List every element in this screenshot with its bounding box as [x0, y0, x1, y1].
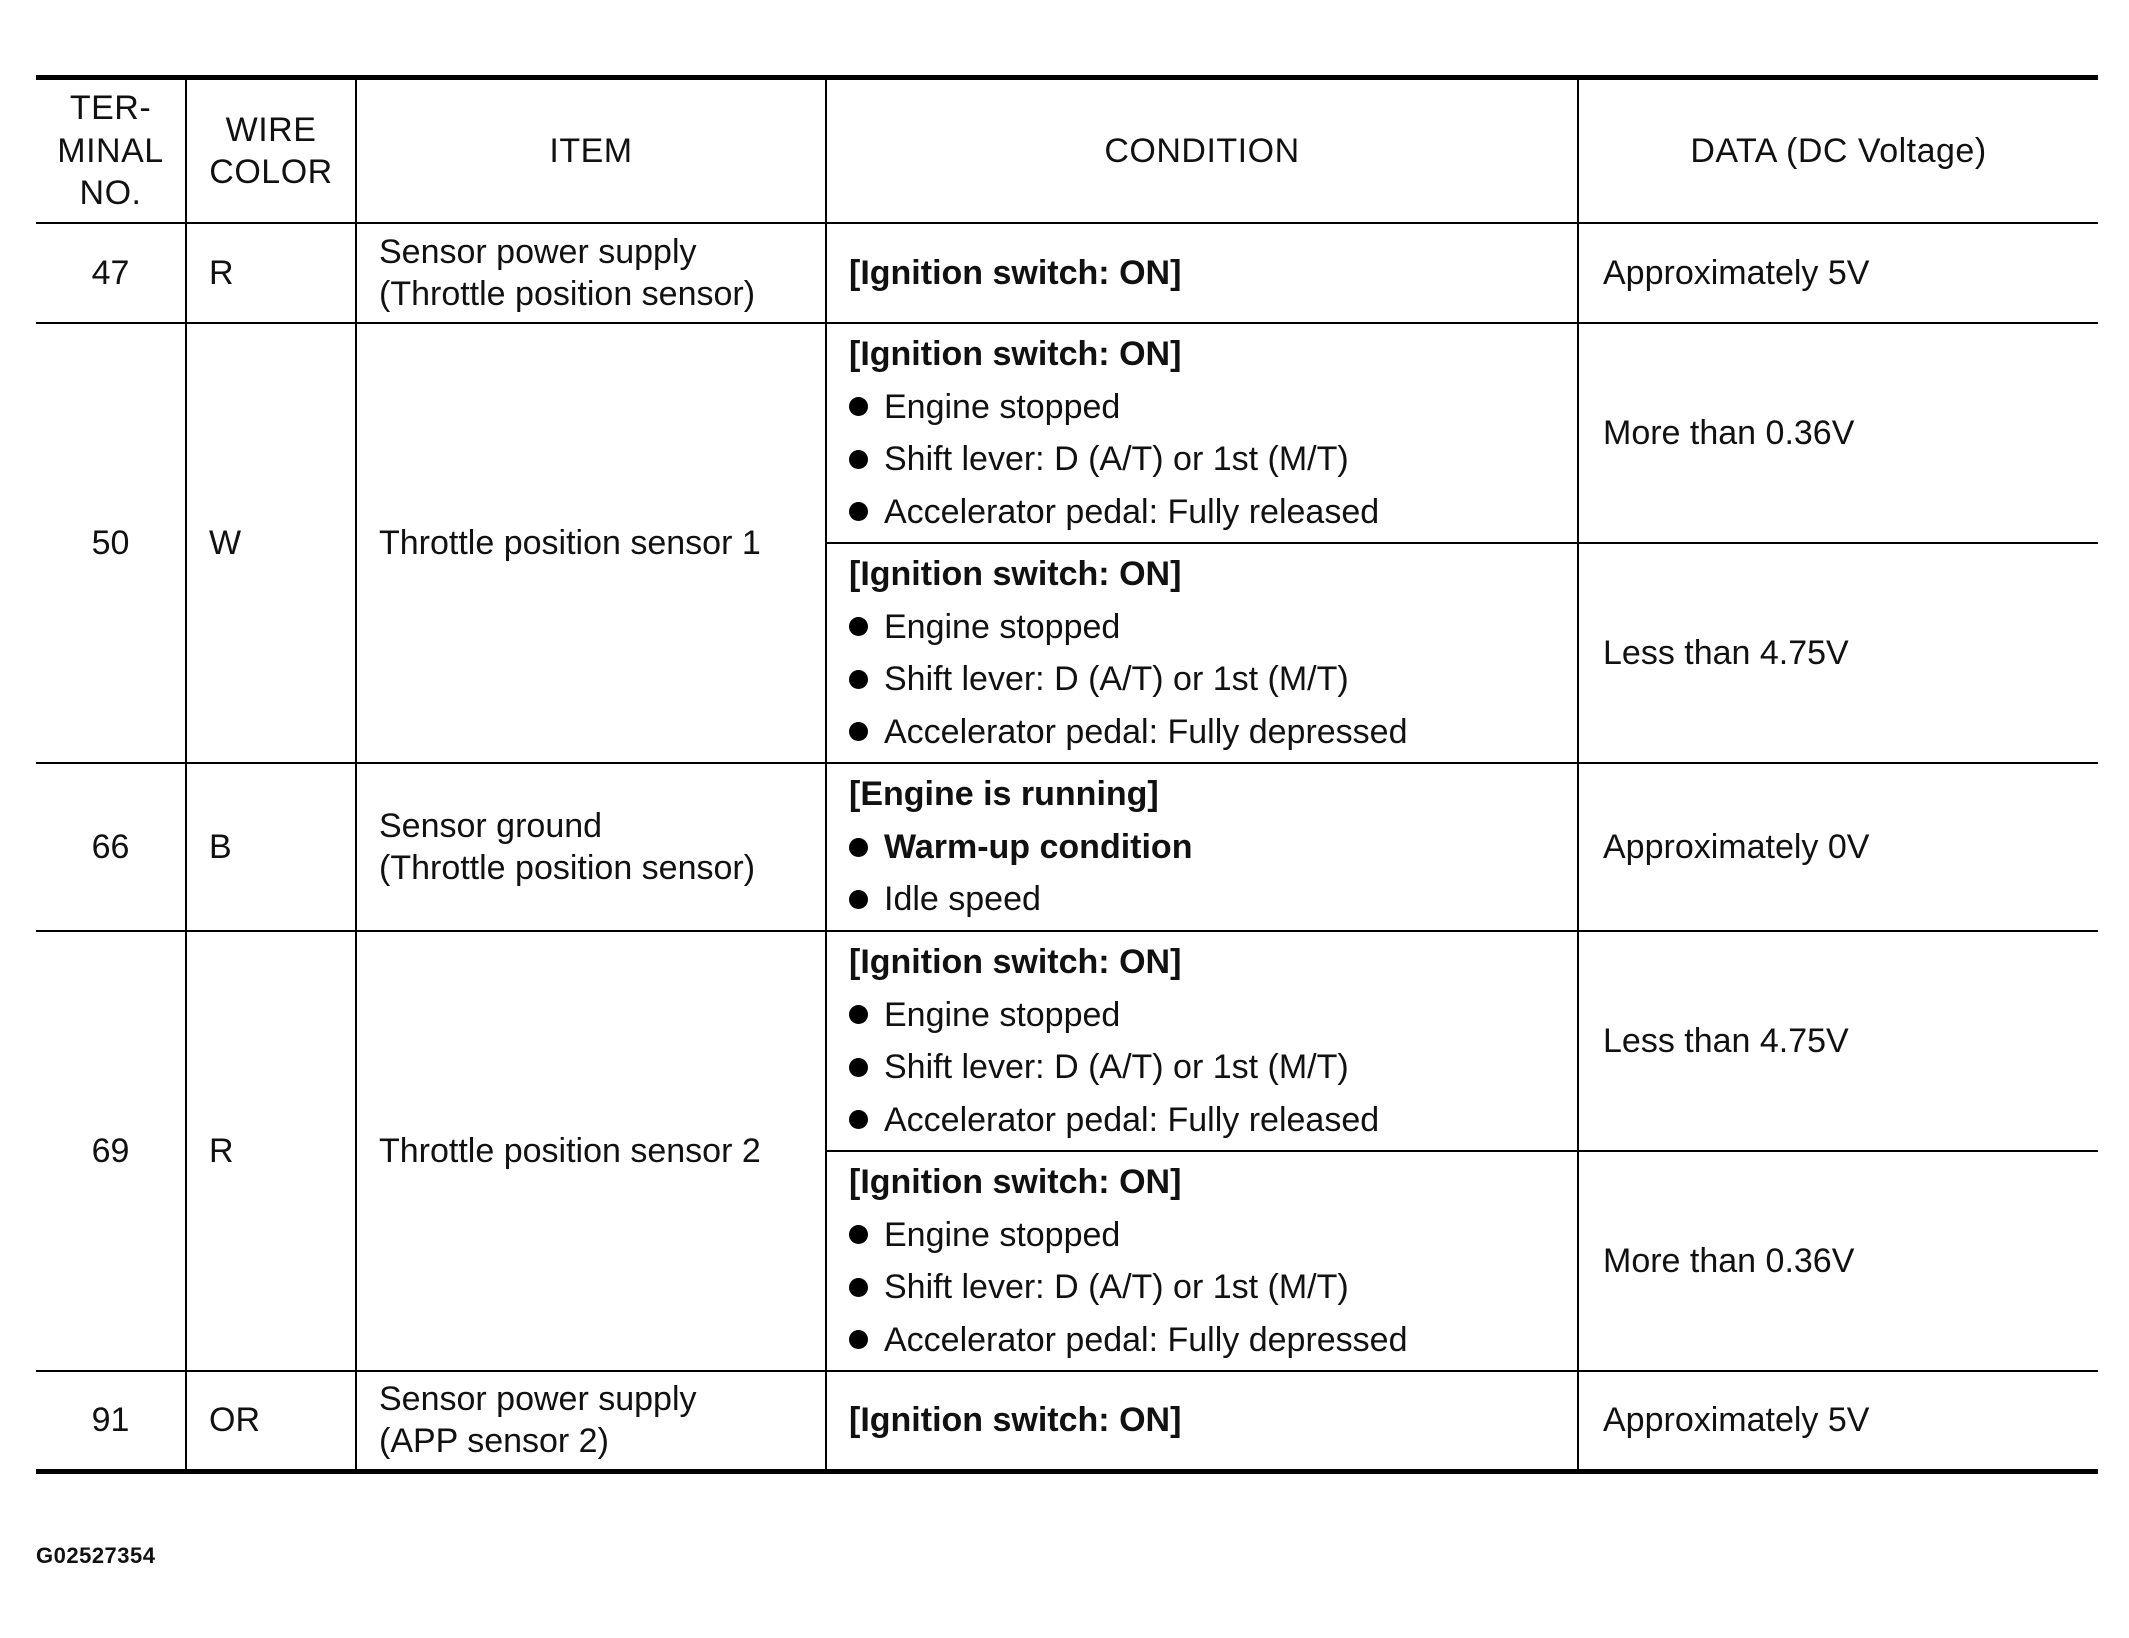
condition-heading: [Ignition switch: ON] — [849, 335, 1182, 373]
terminal-spec-table — [36, 75, 2098, 1474]
table-row — [36, 931, 2098, 1151]
item-cell — [356, 931, 826, 1371]
bullet-icon — [849, 502, 868, 521]
condition-heading: [Ignition switch: ON] — [849, 1401, 1182, 1439]
condition-cell — [826, 1151, 1578, 1371]
condition-item — [849, 1214, 1567, 1257]
condition-item — [849, 994, 1567, 1037]
bullet-icon — [849, 838, 868, 857]
terminal-spec-sheet — [36, 75, 2098, 1474]
item-line: Throttle position sensor 2 — [379, 1131, 761, 1170]
header-terminal-line: NO. — [79, 174, 142, 213]
item-line: (Throttle position sensor) — [379, 275, 756, 313]
condition-cell — [826, 931, 1578, 1151]
item-cell — [356, 763, 826, 931]
condition-item — [849, 826, 1567, 869]
header-wire-color — [186, 78, 356, 224]
wire-color: R — [186, 931, 356, 1371]
condition-cell — [826, 543, 1578, 763]
data-value: Less than 4.75V — [1578, 931, 2098, 1151]
condition-text: Accelerator pedal: Fully released — [884, 1100, 1380, 1139]
item-cell — [356, 223, 826, 323]
condition-cell — [826, 323, 1578, 543]
condition-text: Shift lever: D (A/T) or 1st (M/T) — [884, 660, 1349, 698]
table-row — [36, 223, 2098, 323]
condition-item — [849, 1266, 1567, 1309]
data-value: More than 0.36V — [1578, 1151, 2098, 1371]
bullet-icon — [849, 722, 868, 741]
condition-heading: [Ignition switch: ON] — [849, 943, 1182, 981]
bullet-icon — [849, 670, 868, 689]
condition-item — [849, 386, 1567, 429]
condition-text: Shift lever: D (A/T) or 1st (M/T) — [884, 1268, 1349, 1306]
item-line: (APP sensor 2) — [379, 1422, 609, 1461]
bullet-icon — [849, 1058, 868, 1077]
data-value: Approximately 0V — [1578, 763, 2098, 931]
wire-color: OR — [186, 1371, 356, 1471]
condition-cell — [826, 1371, 1578, 1471]
terminal-number: 69 — [36, 931, 186, 1371]
figure-code: G02527354 — [36, 1543, 156, 1568]
condition-heading: [Engine is running] — [849, 775, 1159, 814]
table-row — [36, 763, 2098, 931]
condition-text: Accelerator pedal: Fully depressed — [884, 712, 1408, 751]
data-value: Less than 4.75V — [1578, 543, 2098, 763]
condition-item — [849, 491, 1567, 534]
data-value: More than 0.36V — [1578, 323, 2098, 543]
header-condition: CONDITION — [826, 78, 1578, 224]
bullet-icon — [849, 890, 868, 909]
condition-text: Idle speed — [884, 880, 1041, 919]
bullet-icon — [849, 1110, 868, 1129]
condition-text: Accelerator pedal: Fully released — [884, 492, 1380, 531]
header-terminal-no — [36, 78, 186, 224]
data-value: Approximately 5V — [1578, 1371, 2098, 1471]
bullet-icon — [849, 1330, 868, 1349]
bullet-icon — [849, 450, 868, 469]
wire-color: R — [186, 223, 356, 323]
item-line: Sensor power supply — [379, 232, 697, 271]
item-line: Sensor power supply — [379, 1379, 697, 1418]
condition-text: Shift lever: D (A/T) or 1st (M/T) — [884, 1048, 1349, 1086]
condition-cell — [826, 763, 1578, 931]
condition-heading: [Ignition switch: ON] — [849, 253, 1182, 292]
condition-item — [849, 658, 1567, 701]
condition-item — [849, 1046, 1567, 1089]
terminal-number: 66 — [36, 763, 186, 931]
bullet-icon — [849, 617, 868, 636]
wire-color: B — [186, 763, 356, 931]
header-item: ITEM — [356, 78, 826, 224]
condition-text: Shift lever: D (A/T) or 1st (M/T) — [884, 440, 1349, 478]
condition-item — [849, 711, 1567, 754]
condition-heading: [Ignition switch: ON] — [849, 1163, 1182, 1201]
table-row — [36, 1371, 2098, 1471]
item-line: (Throttle position sensor) — [379, 849, 756, 887]
header-wire-line: WIRE — [225, 110, 317, 149]
condition-item — [849, 606, 1567, 649]
header-terminal-line: TER- — [69, 89, 152, 128]
condition-text: Engine stopped — [884, 1215, 1121, 1254]
header-wire-line: COLOR — [209, 153, 333, 191]
condition-item — [849, 1099, 1567, 1142]
condition-item — [849, 878, 1567, 921]
condition-item — [849, 1319, 1567, 1362]
terminal-number: 50 — [36, 323, 186, 763]
condition-heading: [Ignition switch: ON] — [849, 555, 1182, 593]
item-line: Sensor ground — [379, 806, 603, 845]
bullet-icon — [849, 1005, 868, 1024]
condition-item — [849, 438, 1567, 481]
bullet-icon — [849, 397, 868, 416]
condition-text: Warm-up condition — [884, 827, 1193, 866]
item-cell — [356, 323, 826, 763]
bullet-icon — [849, 1278, 868, 1297]
data-value: Approximately 5V — [1578, 223, 2098, 323]
condition-text: Engine stopped — [884, 995, 1121, 1034]
table-header-row — [36, 78, 2098, 224]
item-cell — [356, 1371, 826, 1471]
bullet-icon — [849, 1225, 868, 1244]
item-line: Throttle position sensor 1 — [379, 523, 761, 562]
header-data: DATA (DC Voltage) — [1578, 78, 2098, 224]
condition-text: Engine stopped — [884, 607, 1121, 646]
condition-text: Engine stopped — [884, 387, 1121, 426]
terminal-number: 47 — [36, 223, 186, 323]
condition-text: Accelerator pedal: Fully depressed — [884, 1320, 1408, 1359]
wire-color: W — [186, 323, 356, 763]
terminal-number: 91 — [36, 1371, 186, 1471]
condition-cell — [826, 223, 1578, 323]
table-row — [36, 323, 2098, 543]
header-terminal-line: MINAL — [57, 131, 164, 170]
